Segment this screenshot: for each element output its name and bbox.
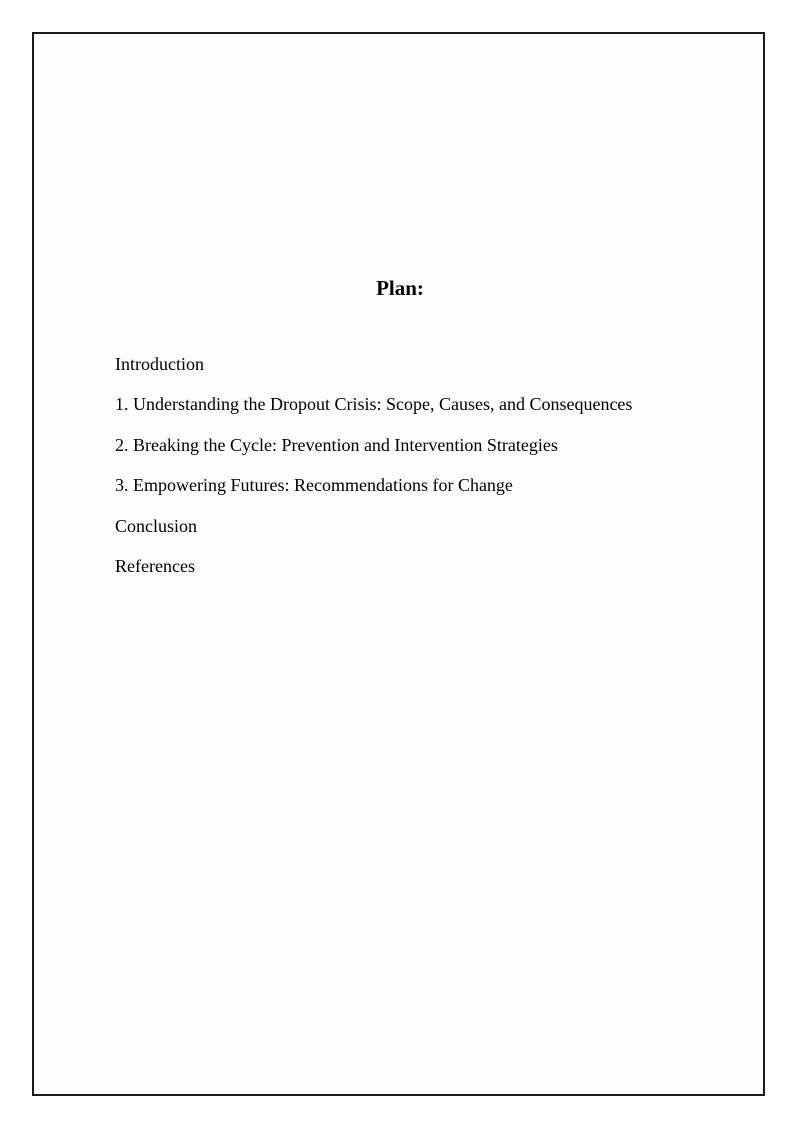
plan-list	[115, 353, 632, 595]
plan-item-chapter-1: 1. Understanding the Dropout Crisis: Scope, Causes, and Consequences	[115, 394, 633, 415]
plan-item-conclusion: Conclusion	[115, 515, 198, 536]
plan-item-chapter-3: 3. Empowering Futures: Recommendations for Change	[115, 475, 513, 496]
page-title: Plan:	[376, 276, 424, 300]
plan-item-chapter-2: 2. Breaking the Cycle: Prevention and Intervention Strategies	[115, 434, 558, 455]
plan-item-introduction: Introduction	[115, 354, 204, 374]
plan-item-references: References	[115, 555, 195, 576]
